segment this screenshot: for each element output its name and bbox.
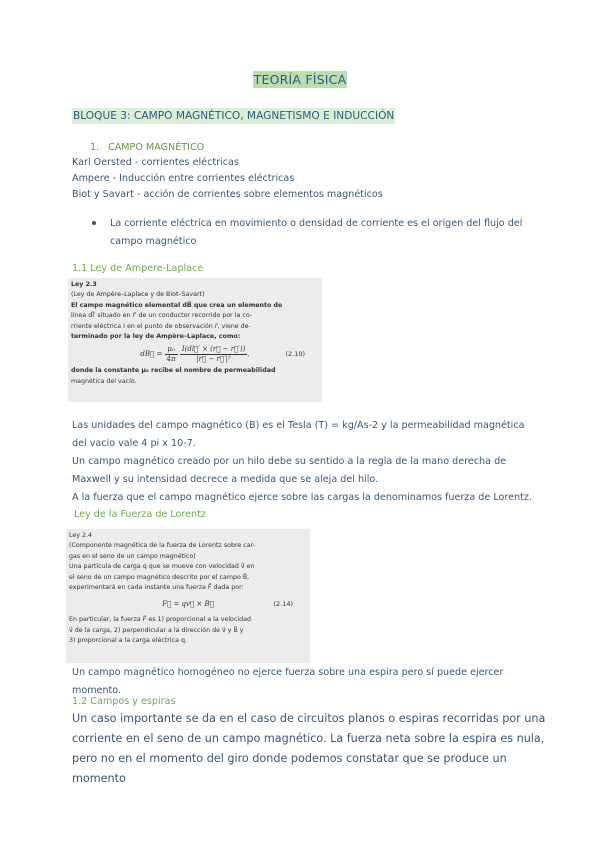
block-heading: BLOQUE 3: CAMPO MAGNÉTICO, MAGNETISMO E INDUCCIÓN [73,110,395,122]
subsection-heading-lorentz: Ley de la Fuerza de Lorentz [74,509,206,520]
history-line-biot-savart: Biot y Savart - acción de corrientes sobre elementos magnéticos [72,189,383,200]
subsection-heading-campos-espiras: 1.2 Campos y espiras [72,696,176,707]
law-box-2-3: Ley 2.3 (Ley de Ampère–Laplace y de Biot–Savart) El campo magnético elemental dB⃗ que crea un elemento de línea dl⃗′ situado en r⃗′ de un conductor recorrido por la co- rriente eléctrica I en el punto de observación r⃗, viene de- terminado por la ley de Ampère–Laplace, como: dB⃗ = $\frac{\text{μ₀}}{4\pi}$ $\frac{I(dl⃗' \times (r⃗ - r⃗'))}{\text{|r⃗ − r⃗′|³}}$ , (2.10) donde la constante μ₀ recibe el nombre de permeabilidad magnética del vacío. [68,278,322,402]
equation-2-10: dB⃗ = $\frac{\text{μ₀}}{4\pi}$ $\frac{I(dl⃗' \times (r⃗ - r⃗'))}{\text{|r⃗ − r⃗′|³}}$ , (2.10) [71,342,319,366]
page-title: TEORÍA FÍSICA [253,72,347,87]
equation-number: (2.14) [273,600,293,609]
paragraph-homogeneous-field: Un campo magnético homogéneo no ejerce fuerza sobre una espira pero sí puede ejercer momento. [72,667,504,696]
equation-number: (2.10) [285,350,305,359]
paragraph-units: Las unidades del campo magnético (B) es el Tesla (T) = kg/As-2 y la permeabilidad magnética del vacio vale 4 pi x 10-7. Un campo magnético creado por un hilo debe su sentido a la regla de la mano derecha de Maxwell y su intensidad decrece a medida que se aleja del hilo. A la fuerza que el campo magnético ejerce sobre las cargas la denominamos fuerza de Lorentz. [72,420,532,503]
bullet-item: La corriente eléctrica en movimiento o densidad de corriente es el origen del flujo del campo magnético [96,215,526,251]
subsection-heading-ampere-laplace: 1.1 Ley de Ampere-Laplace [72,263,204,274]
list-number: 1. [90,142,100,153]
history-line-ampere: Ampere - Inducción entre corrientes eléctricas [72,173,295,184]
section-heading-campo-magnetico: 1. CAMPO MAGNÉTICO [90,142,205,153]
paragraph-espiras: Un caso importante se da en el caso de circuitos planos o espiras recorridas por una corriente en el seno de un campo magnético. La fuerza neta sobre la espira es nula, pero no en el momento del giro donde podemos constatar que se produce un momento [72,712,546,785]
law-number: Ley 2.4 [69,532,93,539]
law-subtitle: (Ley de Ampère–Laplace y de Biot–Savart) [71,291,205,299]
law-number: Ley 2.3 [71,281,97,288]
history-line-oersted: Karl Oersted - corrientes eléctricas [72,157,239,168]
law-box-2-4: Ley 2.4 (Componente magnética de la fuerza de Lorentz sobre car- gas en el seno de un campo magnético) Una partícula de carga q que se mueve con velocidad v⃗ en el seno de un campo magnético descrito por el campo B⃗, experimentará en cada instante una fuerza F⃗ dada por: F⃗ = qv⃗ × B⃗ (2.14) En particular, la fuerza F⃗ es 1) proporcional a la velocidad v⃗ de la carga, 2) perpendicular a la dirección de v⃗ y B⃗ y 3) proporcional a la carga eléctrica q. [66,529,310,663]
bullet-icon [92,221,96,225]
equation-2-14: F⃗ = qv⃗ × B⃗ (2.14) [69,593,307,615]
